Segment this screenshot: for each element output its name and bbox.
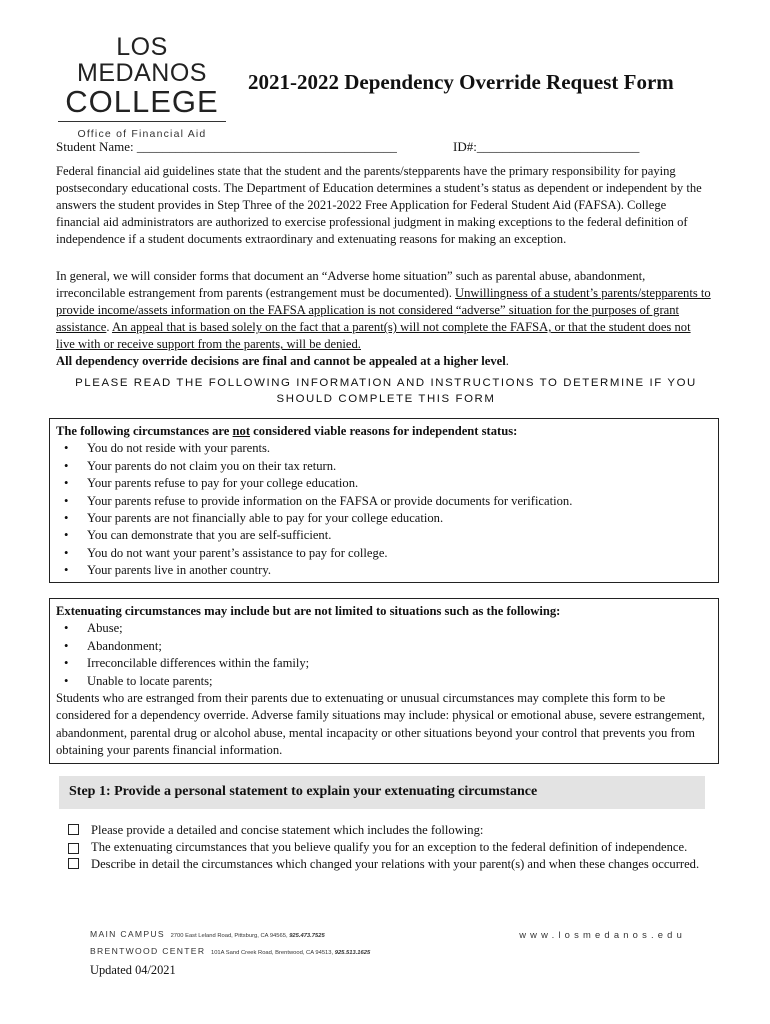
checklist-text: Describe in detail the circumstances which changed your relations with your parent(s) and when these changes occurred. <box>91 857 700 871</box>
list-item: • You do not want your parent’s assistance to pay for college. <box>56 545 712 562</box>
list-item: • Abuse; <box>56 620 712 637</box>
final-decision-statement: All dependency override decisions are final and cannot be appealed at a higher level <box>56 354 506 369</box>
list-item: • You do not reside with your parents. <box>56 440 712 457</box>
checkbox[interactable] <box>68 858 79 869</box>
not-viable-heading-not: not <box>232 424 251 438</box>
list-item: • Your parents do not claim you on their tax return. <box>56 458 712 475</box>
checklist-item <box>66 839 706 856</box>
checkbox[interactable] <box>68 843 79 854</box>
website-link[interactable]: www.losmedanos.edu <box>519 929 686 940</box>
logo-divider <box>58 121 226 122</box>
list-item: • Abandonment; <box>56 638 712 655</box>
list-item: • Irreconcilable differences within the family; <box>56 655 712 672</box>
step1-heading: Step 1: Provide a personal statement to explain your extenuating circumstance <box>59 776 705 809</box>
period-end: . <box>505 354 509 369</box>
checklist-item <box>66 856 706 873</box>
list-item: • You can demonstrate that you are self-sufficient. <box>56 527 712 544</box>
student-fields <box>56 139 640 155</box>
main-campus-address: 2700 East Leland Road, Pittsburg, CA 94565, <box>170 933 288 939</box>
list-item: • Your parents live in another country. <box>56 562 712 579</box>
brentwood-label: BRENTWOOD CENTER <box>90 946 206 956</box>
extenuating-list <box>56 620 712 690</box>
adverse-text: In general, we will consider forms that document an “Adverse home situation” such as parental abuse, abandonment, irreconcilable estrangement from parents (estrangement must be documented). <box>56 269 646 301</box>
college-logo <box>56 34 228 140</box>
unwillingness-statement: Unwillingness of a student’s parents/stepparents to provide income/assets information on the FAFSA application is not considered “adverse” situation for the purposes of grant assistance <box>56 286 711 335</box>
brentwood-phone: 925.513.1625 <box>334 950 371 956</box>
extenuating-note: Students who are estranged from their parents due to extenuating or unusual circumstances may complete this form to be considered for a dependency override. Adverse family situations may include: physical or emotional abuse, severe estrangement, abandonment, parental drug or alcohol abuse, mental incapacity or other situations beyond your control that prevents you from obtaining your parents financial information. <box>56 691 706 758</box>
step1-checklist <box>66 822 706 873</box>
extenuating-heading: Extenuating circumstances may include but are not limited to situations such as the following: <box>56 604 561 618</box>
checklist-text: The extenuating circumstances that you believe qualify you for an exception to the federal definition of independence. <box>91 840 688 854</box>
main-campus-label: MAIN CAMPUS <box>90 929 165 939</box>
extenuating-box <box>49 598 719 764</box>
updated-date: Updated 04/2021 <box>90 963 176 977</box>
appeal-denial-statement: An appeal that is based solely on the fact that a parent(s) will not complete the FAFSA, or that the student does not live with or receive support from the parents, will be denied. <box>56 320 691 352</box>
not-viable-list <box>56 440 712 579</box>
logo-line-office: Office of Financial Aid <box>77 128 207 140</box>
logo-line-los-medanos: LOS MEDANOS <box>77 33 207 87</box>
student-id-field[interactable]: ID#:_________________________ <box>453 139 640 154</box>
checklist-text: Please provide a detailed and concise statement which includes the following: <box>91 823 484 837</box>
not-viable-heading-b: considered viable reasons for independent status: <box>250 424 518 438</box>
footer-brentwood-center <box>90 946 686 956</box>
footer-main-campus <box>90 929 686 939</box>
period: . <box>106 320 112 335</box>
list-item: • Your parents refuse to provide information on the FAFSA or provide documents for verification. <box>56 493 712 510</box>
not-viable-heading-a: The following circumstances are <box>56 424 233 438</box>
checklist-item <box>66 822 706 839</box>
list-item: • Your parents refuse to pay for your college education. <box>56 475 712 492</box>
list-item: • Unable to locate parents; <box>56 673 712 690</box>
student-name-field[interactable]: Student Name: ________________________________________ <box>56 139 397 154</box>
list-item: • Your parents are not financially able to pay for your college education. <box>56 510 712 527</box>
brentwood-address: 101A Sand Creek Road, Brentwood, CA 94513, <box>210 950 334 956</box>
not-viable-box <box>49 418 719 583</box>
instructions-heading: PLEASE READ THE FOLLOWING INFORMATION AND INSTRUCTIONS TO DETERMINE IF YOU SHOULD COMPLETE THIS FORM <box>75 377 697 405</box>
form-title: 2021-2022 Dependency Override Request Form <box>248 70 674 94</box>
not-viable-heading <box>56 423 712 440</box>
logo-line-college: COLLEGE <box>65 84 219 119</box>
checkbox[interactable] <box>68 824 79 835</box>
intro-paragraph: Federal financial aid guidelines state that the student and the parents/stepparents have the primary responsibility for paying postsecondary educational costs. The Department of Education determines a student’s status as dependent or independent by the answers the student provides in Step Three of the 2021-2022 Free Application for Federal Student Aid (FAFSA). College financial aid administrators are authorized to exercise professional judgment in making exceptions to the federal definition of independence if a student documents extraordinary and extenuating reasons for making an exception. <box>56 164 702 247</box>
adverse-situation-paragraph <box>56 268 712 371</box>
main-campus-phone: 925.473.7525 <box>289 933 325 939</box>
